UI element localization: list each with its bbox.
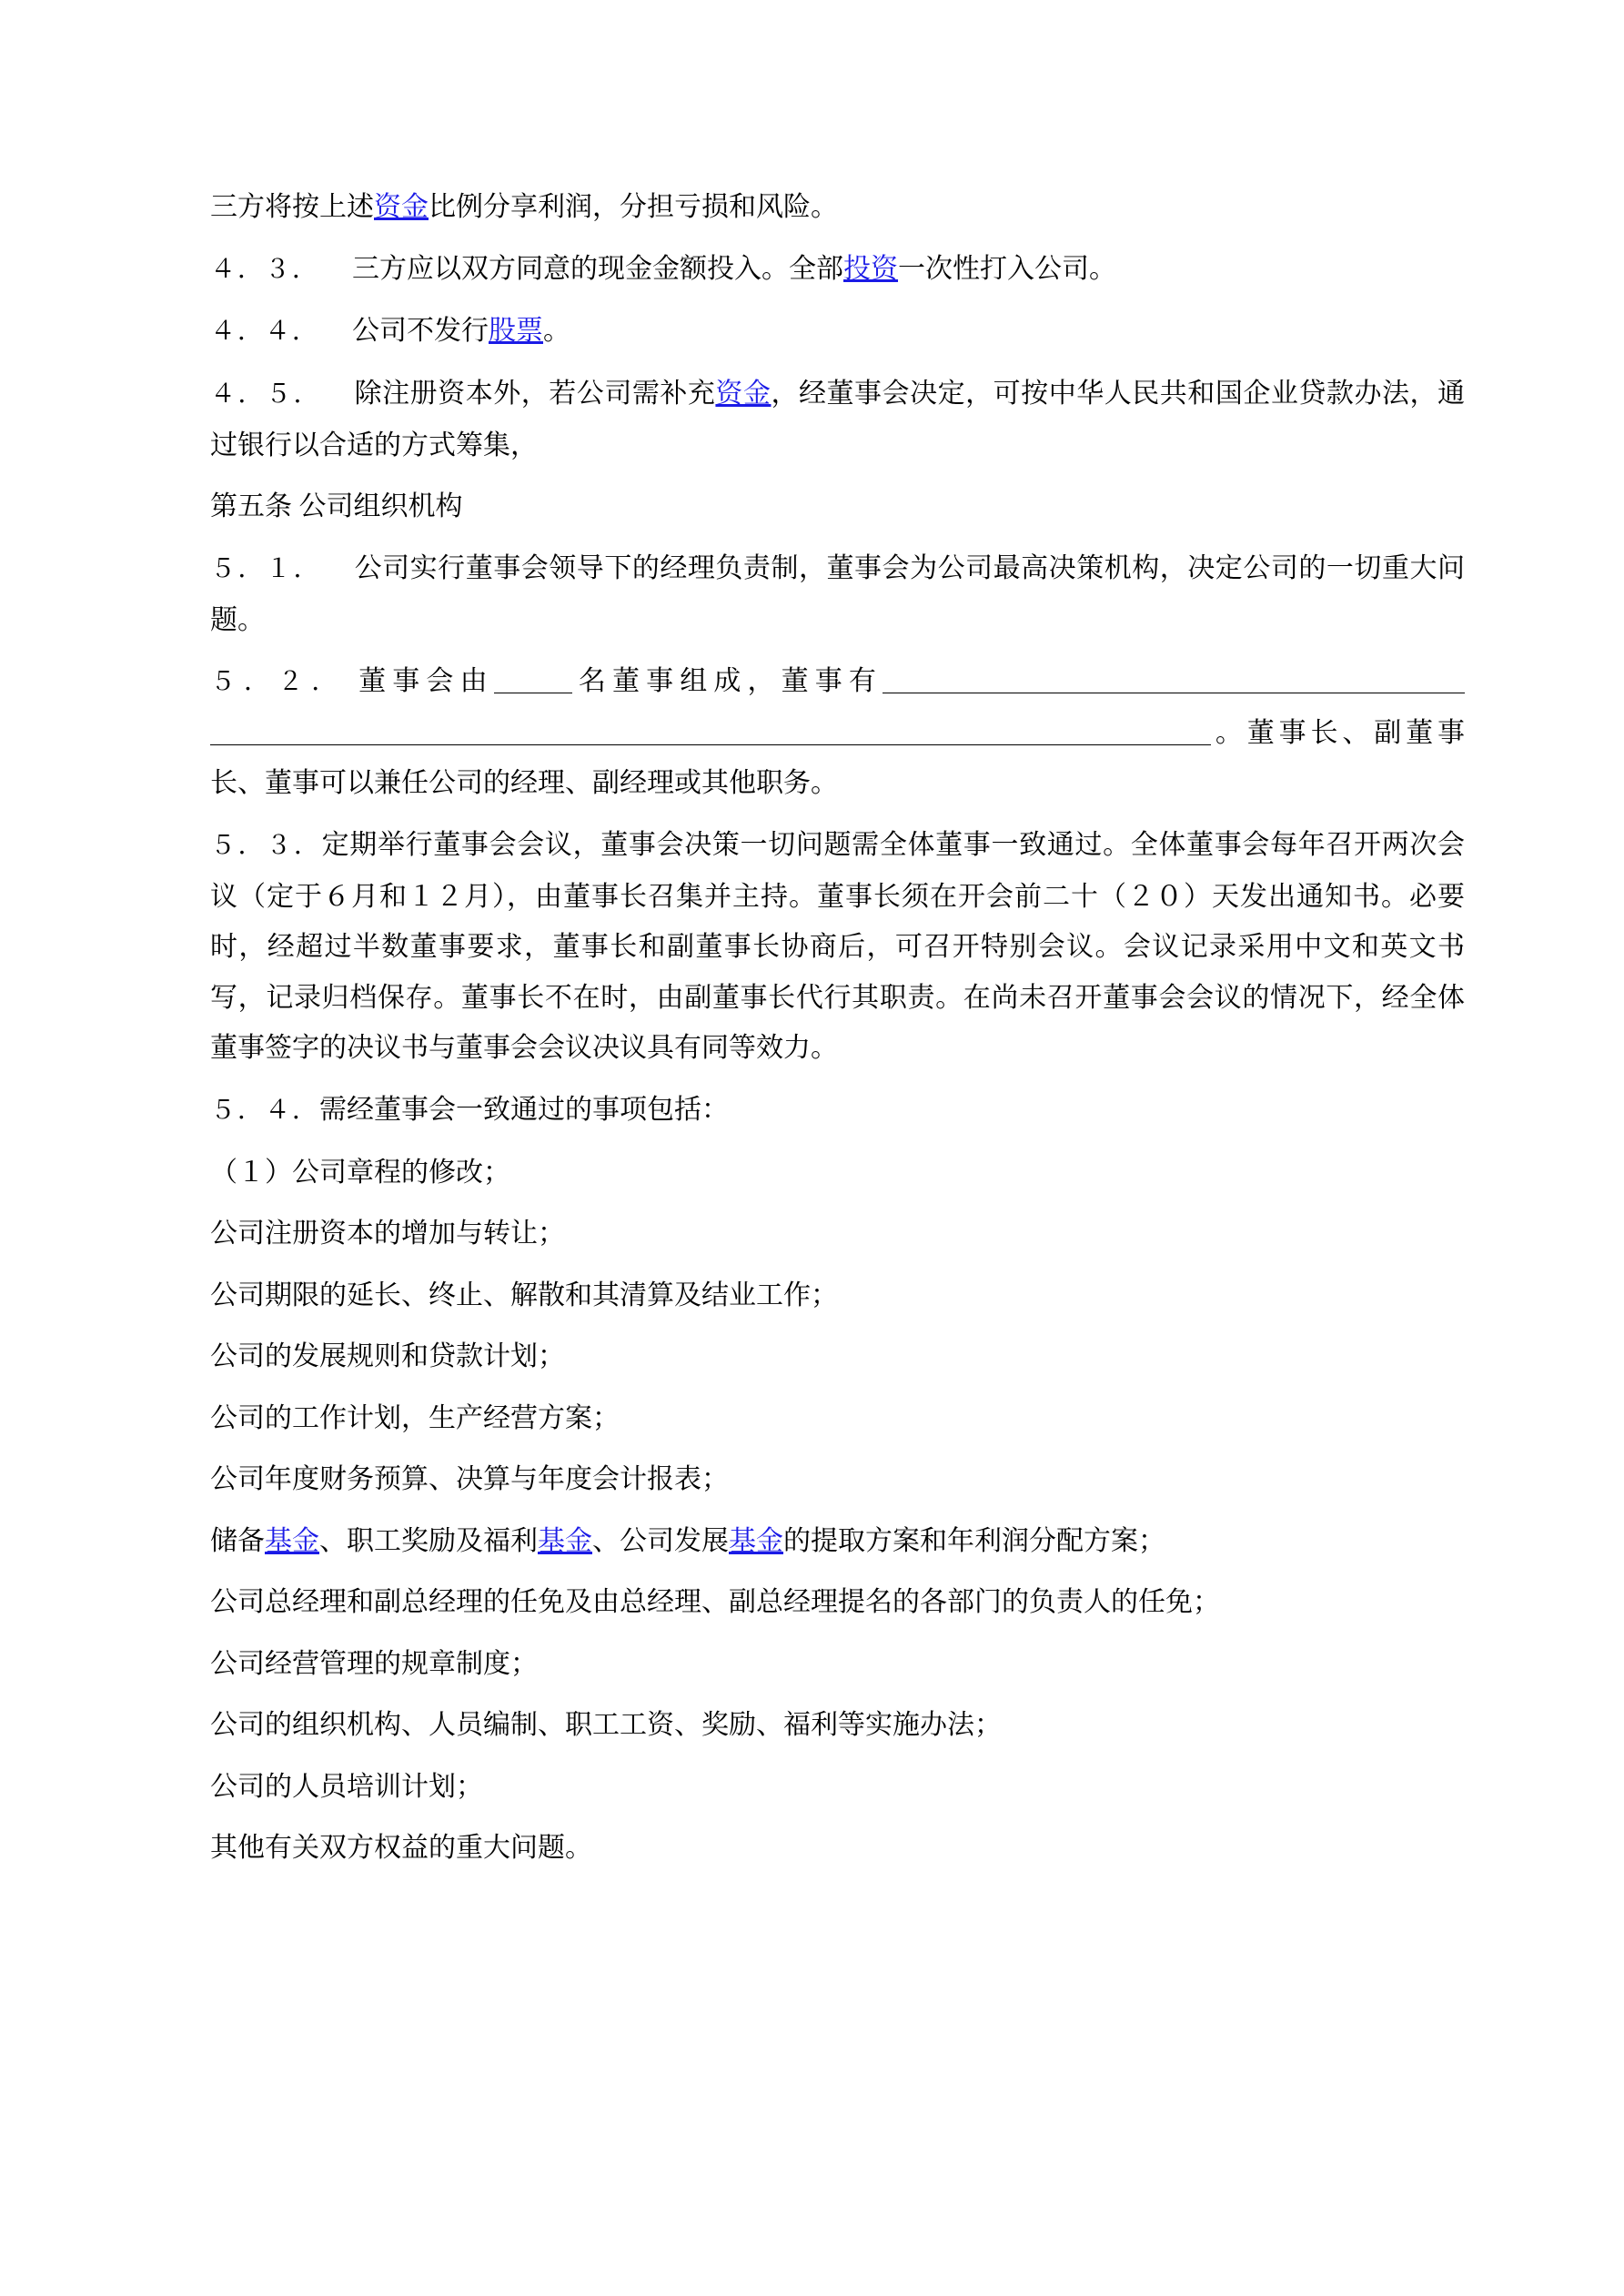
paragraph-5-4 (159, 1085, 1465, 1137)
text-run: 定期举行董事会会议，董事会决策一切问题需全体董事一致通过。全体董事会每年召开两次会议（定于６月和１２月），由董事长召集并主持。董事长须在开会前二十（２０）天发出通知书。必要时，经超过半数董事要求，董事长和副董事长协商后，可召开特别会议。会议记录采用中文和英文书写，记录归档保存。董事长不在时，由副董事长代行其职责。在尚未召开董事会会议的情况下，经全体董事签字的决议书与董事会会议决议具有同等效力。 (210, 829, 1465, 1064)
text-run: 公司年度财务预算、决算与年度会计报表； (210, 1464, 729, 1495)
text-run: 三方应以双方同意的现金金额投入。全部 (352, 253, 844, 284)
clause-number-4-3: ４．３． (210, 257, 320, 286)
text-run: 除注册资本外，若公司需补充 (354, 379, 716, 410)
text-run: 、职工奖励及福利 (319, 1525, 538, 1556)
article-5-title-text: 第五条 公司组织机构 (210, 491, 463, 522)
text-run: 。董事长、副董事长、董事可以兼任公司的经理、副经理或其他职务。 (210, 717, 1465, 799)
text-run: 。 (543, 316, 571, 347)
document-body (159, 182, 1465, 1874)
clause-number-4-4: ４．４． (210, 319, 320, 349)
text-run: 、公司发展 (592, 1525, 729, 1556)
clause-number-5-1: ５．１． (210, 556, 322, 585)
article-5-heading (159, 481, 1465, 532)
paragraph-4-4 (159, 306, 1465, 358)
link-jijin-2[interactable]: 基金 (538, 1525, 592, 1556)
text-run: 公司实行董事会领导下的经理负责制，董事会为公司最高决策机构，决定公司的一切重大问题。 (210, 552, 1465, 635)
link-jijin-3[interactable]: 基金 (729, 1525, 783, 1556)
link-zijin[interactable]: 资金 (374, 192, 429, 222)
text-run: 储备 (210, 1525, 265, 1556)
text-run: 公司总经理和副总经理的任免及由总经理、副总经理提名的各部门的负责人的任免； (210, 1587, 1220, 1618)
paragraph-4-5 (159, 369, 1465, 470)
list-item (159, 1331, 1465, 1382)
text-run: 需经董事会一致通过的事项包括： (319, 1094, 730, 1125)
link-touzi[interactable]: 投资 (843, 253, 899, 284)
text-run: 董事会由 (358, 666, 494, 697)
text-run: 的提取方案和年利润分配方案； (783, 1525, 1165, 1556)
clause-number-5-2: ５．２． (210, 670, 346, 699)
blank-field-director-names-2[interactable] (210, 744, 1211, 745)
text-run: 公司注册资本的增加与转让； (210, 1219, 565, 1249)
link-gupiao[interactable]: 股票 (489, 316, 544, 347)
list-item (159, 1454, 1465, 1505)
text-run: （１）公司章程的修改； (210, 1157, 510, 1188)
link-jijin-1[interactable]: 基金 (265, 1525, 319, 1556)
list-item (159, 1516, 1465, 1567)
clause-number-4-5: ４．５． (210, 382, 322, 411)
list-item (159, 1577, 1465, 1628)
list-item (159, 1762, 1465, 1813)
list-item (159, 1270, 1465, 1321)
link-zijin-2[interactable]: 资金 (715, 379, 772, 410)
list-item (159, 1639, 1465, 1690)
text-run: 公司经营管理的规章制度； (210, 1648, 538, 1679)
text-run: 其他有关双方权益的重大问题。 (210, 1833, 592, 1864)
paragraph-5-3 (159, 820, 1465, 1074)
paragraph-5-1 (159, 543, 1465, 645)
text-run: 公司的发展规则和贷款计划； (210, 1341, 565, 1372)
text-run: 公司的组织机构、人员编制、职工工资、奖励、福利等实施办法； (210, 1710, 1002, 1741)
list-item (159, 1823, 1465, 1874)
list-item (159, 1393, 1465, 1444)
text-run: 公司不发行 (352, 316, 489, 347)
paragraph-4-3 (159, 244, 1465, 296)
text-run: 比例分享利润，分担亏损和风险。 (429, 192, 838, 222)
clause-number-5-4: ５．４． (210, 1097, 320, 1127)
clause-number-5-3: ５．３． (210, 833, 322, 862)
paragraph-4-2-continued (159, 182, 1465, 233)
list-item (159, 1148, 1465, 1199)
text-run: 公司期限的延长、终止、解散和其清算及结业工作； (210, 1279, 838, 1310)
text-run: ，经董事会决定，可按中华人民共和国企业贷款办法，通过银行以合适的方式筹集， (210, 379, 1466, 460)
list-item (159, 1700, 1465, 1751)
text-run: 三方将按上述 (210, 192, 374, 222)
paragraph-5-2 (159, 656, 1465, 809)
text-run: 名董事组成，董事有 (571, 666, 883, 697)
text-run: 公司的人员培训计划； (210, 1771, 483, 1802)
text-run: 一次性打入公司。 (898, 253, 1117, 284)
list-item (159, 1209, 1465, 1259)
text-run: 公司的工作计划，生产经营方案； (210, 1402, 620, 1433)
